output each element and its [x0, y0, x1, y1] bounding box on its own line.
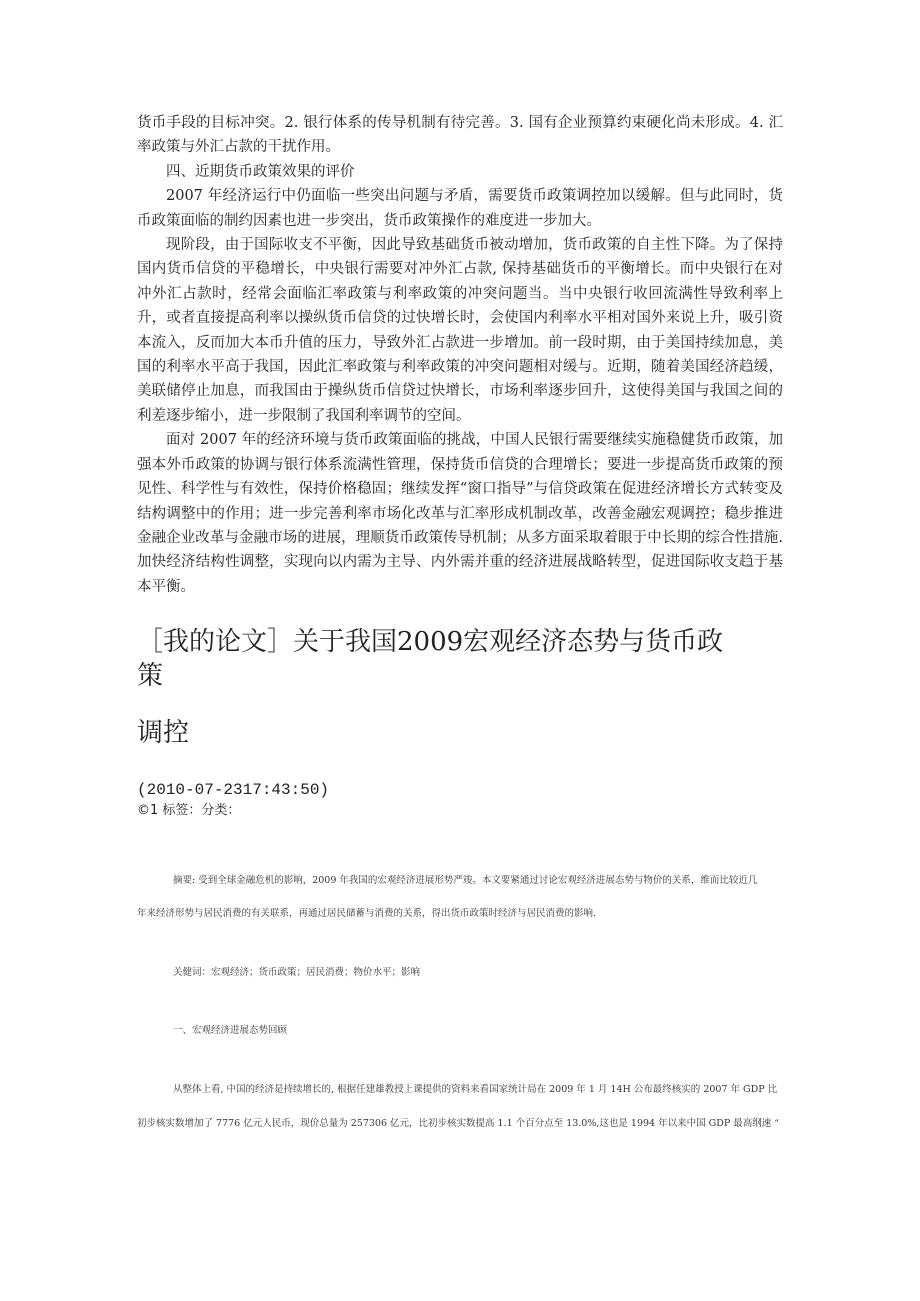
article-title-line2: 策 — [137, 661, 164, 691]
article-title-line1: ［我的论文］关于我国2009宏观经济态势与货币政 — [137, 627, 724, 657]
body-section — [137, 111, 783, 599]
abstract-text-2: 年来经济形势与居民消费的有关联系，再通过居民储蓄与消费的关系，得出货币政策时经济与居民消费的影响. — [137, 908, 597, 919]
section-heading-evaluation: 四、近期货币政策效果的评价 — [166, 163, 355, 180]
post-datetime: (2010-07-2317:43:50) — [137, 781, 330, 799]
abstract-line-2 — [137, 907, 783, 921]
paragraph-current-stage: 现阶段，由于国际收支不平衡，因此导致基础货币被动增加，货币政策的自主性下降。为了保持国内货币信贷的平稳增长，中央银行需要对冲外汇占款, 保持基础货币的平衡增长。而中央银行在对冲外汇占款时，经常会面临汇率政策与利率政策的冲突问题当。当中央银行收回流满性导致利率上升，或者直接提高利率以操纵货币信贷的过快增长时，会使国内利率水平相对国外来说上升，吸引资本流入，反而加大本币升值的压力，导致外汇占款进一步增加。前一段时期，由于美国持续加息，美国的利率水平高于我国，因此汇率政策与利率政策的冲突问题相对缓与。近期，随着美国经济趋缓，美联储停止加息，而我国由于操纵货币信贷过快增长，市场利率逐步回升，这使得美国与我国之间的利差逐步缩小，进一步限制了我国利率调节的空间。 — [137, 237, 783, 424]
overview-text-2: 初步核实数增加了 7776 亿元人民币，现价总量为 257306 亿元，比初步核实数提高 1.1 个百分点至 13.0%,这也是 1994 年以来中国 GDP 最高纲速 “ — [137, 1118, 780, 1129]
overview-line-1 — [137, 1083, 783, 1097]
post-tags: ©1 标签：分类： — [137, 803, 241, 818]
paragraph-2007-economy: 2007 年经济运行中仍面临一些突出问题与矛盾，需要货币政策调控加以缓解。但与此同时，货币政策面临的制约因素也进一步突出，货币政策操作的难度进一步加大。 — [137, 188, 783, 229]
paragraph-pboc-measures: 面对 2007 年的经济环境与货币政策面临的挑战，中国人民银行需要继续实施稳健货币政策，加强本外币政策的协调与银行体系流满性管理，保持货币信贷的合理增长；要进一步提高货币政策的预见性、科学性与有效性，保持价格稳固；继续发挥“窗口指导”与信贷政策在促进经济增长方式转变及结构调整中的作用；进一步完善利率市场化改革与汇率形成机制改革，改善金融宏观调控；稳步推进金融企业改革与金融市场的进展，理顺货币政策传导机制；从多方面采取着眼于中长期的综合性措施. 加快经济结构性调整，实现向以内需为主导、内外需并重的经济进展战略转型，促进国际收支趋于基本平衡。 — [137, 432, 783, 595]
abstract-line-1 — [137, 874, 783, 888]
article-title-continued — [137, 716, 797, 750]
overview-text-1: 从整体上看, 中国的经济是持续增长的, 根据任建雄教授上课提供的资料来看国家统计局在 2009 年 1 月 14H 公布最终核实的 2007 年 GDP 比 — [173, 1084, 778, 1095]
keywords-line — [137, 966, 783, 980]
article-title-line3: 调控 — [137, 718, 190, 748]
overview-line-2 — [137, 1117, 783, 1131]
keywords-text: 关健词：宏观经济；货币政策；居民消费；物价水平；影响 — [173, 967, 421, 978]
article-title — [137, 625, 797, 693]
section-one-heading-text: 一、宏观经济进展态势回顾 — [173, 1025, 288, 1036]
section-one-heading — [137, 1024, 783, 1038]
paragraph-policy-issues: 货币手段的目标冲突。2. 银行体系的传导机制有待完善。3. 国有企业预算约束硬化尚未形成。4. 汇率政策与外汇占款的干扰作用。 — [137, 115, 783, 156]
abstract-text-1: 摘要: 受到全球金融危机的影响，2009 年我国的宏观经济进展形势严竣。本文要紧通过讨论宏观经济进展态势与物价的关系，维而比较近几 — [173, 875, 758, 886]
